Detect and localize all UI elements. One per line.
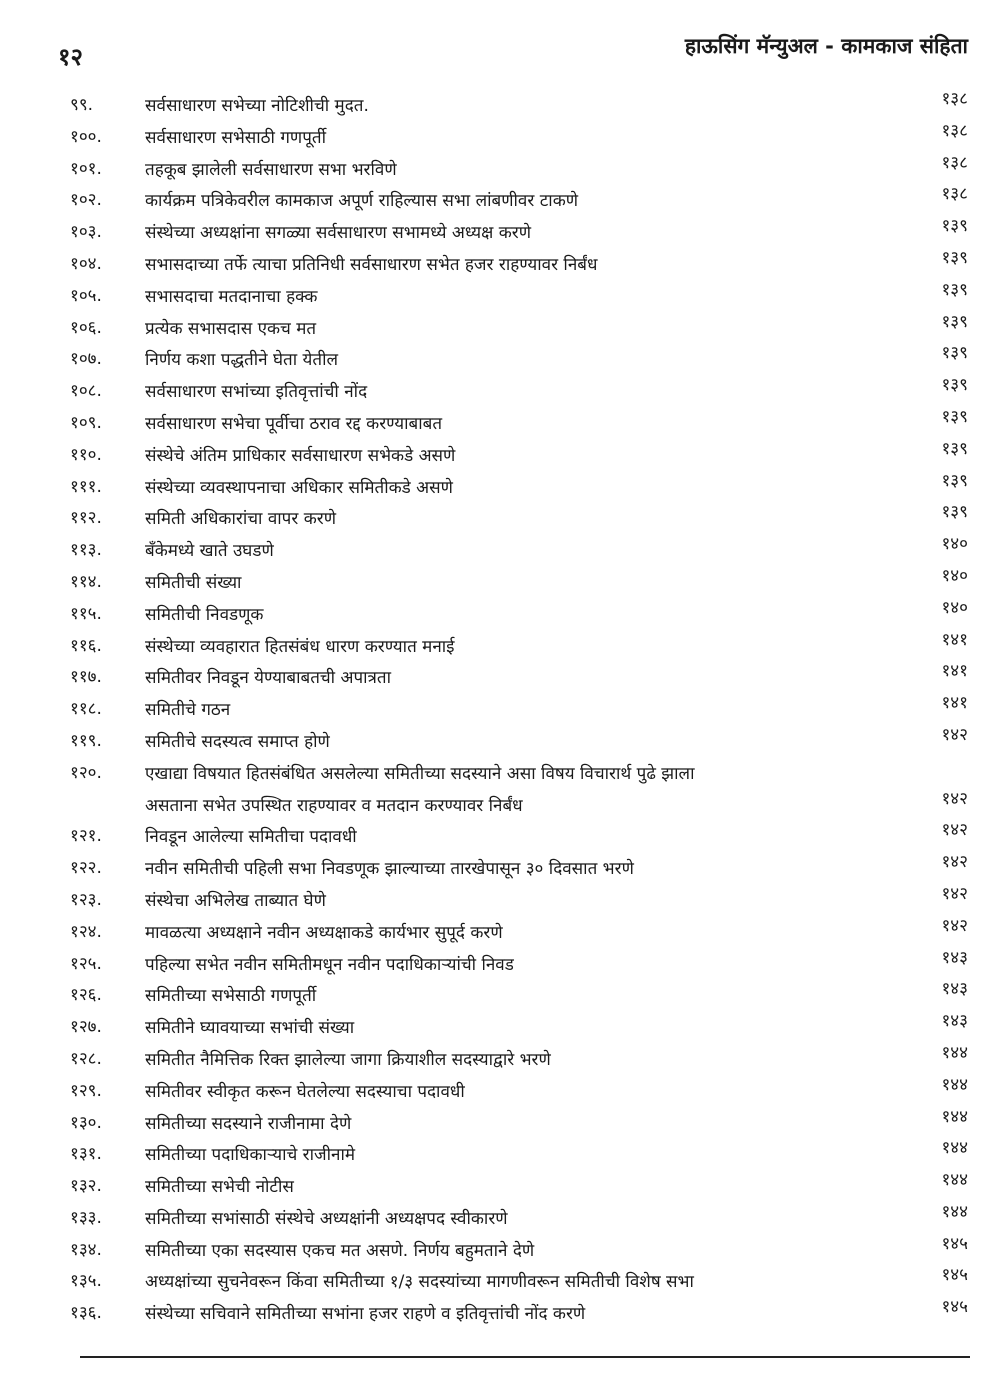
- toc-entry-page: १४०: [941, 534, 968, 555]
- toc-entry-page: १४५: [941, 1297, 968, 1318]
- toc-entry-title-line: समितीवर निवडून येण्याबाबतची अपात्रता: [145, 668, 392, 689]
- toc-entry: [0, 434, 1000, 466]
- toc-entry-title-line: समितीच्या सभेची नोटीस: [145, 1177, 294, 1198]
- toc-entry-page: १४३: [941, 979, 968, 1000]
- toc-entry-number: ९९.: [70, 95, 94, 115]
- toc-entry-title-line: सभासदाचा मतदानाचा हक्क: [145, 286, 318, 307]
- toc-entry: [0, 879, 1000, 911]
- toc-entry-number: ११९.: [70, 730, 102, 751]
- toc-entry-page: १४१: [941, 629, 968, 650]
- toc-entry-title-line: संस्थेचा अभिलेख ताब्यात घेणे: [145, 890, 326, 911]
- toc-entry-title-line: सर्वसाधारण सभेचा पूर्वीचा ठराव रद्द करण्याबाबत: [145, 413, 443, 434]
- toc-entry-page: १४२: [941, 852, 968, 873]
- toc-entry-number: १३५.: [70, 1271, 102, 1292]
- toc-entry-title-line: सर्वसाधारण सभेच्या नोटिशीची मुदत.: [145, 96, 369, 116]
- toc-entry-title-line: सभासदाच्या तर्फे त्याचा प्रतिनिधी सर्वसाधारण सभेत हजर राहण्यावर निर्बंध: [145, 254, 598, 275]
- toc-entry: [0, 211, 1000, 243]
- toc-entry: [0, 466, 1000, 498]
- toc-entry-title-line: संस्थेच्या सचिवाने समितीच्या सभांना हजर राहणे व इतिवृत्तांची नोंद करणे: [145, 1304, 586, 1325]
- toc-entry: [0, 148, 1000, 180]
- toc-entry-number: १२९.: [70, 1080, 102, 1101]
- toc-entry-page: १४५: [941, 1265, 968, 1286]
- toc-entry: [0, 815, 1000, 847]
- toc-entry-page: १३९: [941, 247, 968, 268]
- toc-entry-title-line: बँकेमध्ये खाते उघडणे: [145, 541, 274, 562]
- toc-entry: [0, 116, 1000, 148]
- toc-entry-page: १३९: [941, 502, 968, 523]
- toc-entry-number: १०७.: [70, 349, 102, 370]
- toc-entry-title-line: नवीन समितीची पहिली सभा निवडणूक झाल्याच्या तारखेपासून ३० दिवसात भरणे: [145, 859, 634, 880]
- toc-entry-title-line: निर्णय कशा पद्धतीने घेता येतील: [145, 350, 339, 371]
- toc-entry-title-line: मावळत्या अध्यक्षाने नवीन अध्यक्षाकडे कार्यभार सुपूर्द करणे: [145, 922, 503, 943]
- toc-entry: [0, 497, 1000, 529]
- toc-entry-number: १११.: [70, 476, 102, 497]
- toc-entry: [0, 847, 1000, 879]
- toc-entry: [0, 720, 1000, 752]
- toc-entry-title-line: संस्थेचे अंतिम प्राधिकार सर्वसाधारण सभेकडे असणे: [145, 445, 456, 466]
- toc-entry-number: १२२.: [70, 858, 102, 879]
- toc-entry: [0, 752, 1000, 816]
- toc-entry-title: [145, 1298, 905, 1330]
- toc-entry-title-line: समितीने घ्यावयाच्या सभांची संख्या: [145, 1018, 355, 1039]
- toc-entry-number: ११५.: [70, 603, 102, 624]
- toc-entry-number: १०५.: [70, 285, 102, 306]
- toc-entry: [0, 1165, 1000, 1197]
- toc-entry: [0, 974, 1000, 1006]
- toc-entry-page: १४४: [941, 1074, 968, 1095]
- toc-entry: [0, 84, 1000, 116]
- toc-entry: [0, 1292, 1000, 1324]
- toc-entry-page: १३९: [941, 438, 968, 459]
- toc-entry: [0, 1006, 1000, 1038]
- toc-entry-title-line: पहिल्या सभेत नवीन समितीमधून नवीन पदाधिकाऱ्यांची निवड: [145, 954, 514, 975]
- toc-entry-page: १३८: [941, 89, 968, 109]
- toc-entry-title-line: कार्यक्रम पत्रिकेवरील कामकाज अपूर्ण राहिल्यास सभा लांबणीवर टाकणे: [145, 191, 579, 212]
- toc-entry-title-line: समितीवर स्वीकृत करून घेतलेल्या सदस्याचा पदावधी: [145, 1081, 465, 1102]
- toc-entry-number: १३१.: [70, 1144, 102, 1165]
- toc-entry: [0, 1229, 1000, 1261]
- toc-entry-page: १३९: [941, 375, 968, 396]
- toc-entry-title-line: सर्वसाधारण सभांच्या इतिवृत्तांची नोंद: [145, 382, 368, 403]
- toc-entry: [0, 243, 1000, 275]
- toc-entry-page: १४४: [941, 1106, 968, 1127]
- toc-entry-title-line: समितीच्या एका सदस्यास एकच मत असणे. निर्णय बहुमताने देणे: [145, 1240, 535, 1261]
- toc-entry-page: १३९: [941, 343, 968, 364]
- toc-entry-number: १२३.: [70, 889, 102, 910]
- toc-entry-number: १३०.: [70, 1112, 102, 1133]
- toc-entry-page: १३८: [941, 152, 968, 173]
- toc-entry: [0, 911, 1000, 943]
- toc-entry-title-line: समितीचे गठन: [145, 700, 231, 721]
- toc-entry: [0, 943, 1000, 975]
- toc-entry-page: १४२: [941, 788, 968, 809]
- toc-entry-page: १४१: [941, 661, 968, 682]
- page-number: १२: [58, 43, 83, 71]
- toc-entry-title-line: सर्वसाधारण सभेसाठी गणपूर्ती: [145, 127, 326, 148]
- table-of-contents: [0, 84, 1000, 1324]
- toc-entry-number: १२१.: [70, 826, 102, 847]
- toc-entry-page: १४०: [941, 565, 968, 586]
- toc-entry: [0, 593, 1000, 625]
- toc-entry-number: १२०.: [70, 762, 102, 783]
- toc-entry-number: १२७.: [70, 1017, 102, 1038]
- toc-entry-page: १४२: [941, 724, 968, 745]
- toc-entry-title-line: निवडून आलेल्या समितीचा पदावधी: [145, 827, 357, 848]
- toc-entry-title-line: प्रत्येक सभासदास एकच मत: [145, 318, 317, 339]
- toc-entry-number: १३६.: [70, 1303, 102, 1324]
- toc-entry-page: १३९: [941, 216, 968, 237]
- toc-entry-number: १०१.: [70, 158, 102, 179]
- toc-entry-title-line: समितीची निवडणूक: [145, 604, 264, 625]
- toc-entry-page: १४२: [941, 820, 968, 841]
- toc-entry-number: १२४.: [70, 921, 102, 942]
- toc-entry-page: १४२: [941, 915, 968, 936]
- toc-entry-title-line: अध्यक्षांच्या सुचनेवरून किंवा समितीच्या १/३ सदस्यांच्या मागणीवरून समितीची विशेष सभा: [145, 1272, 694, 1293]
- toc-entry-page: १४३: [941, 947, 968, 968]
- toc-entry-number: १०३.: [70, 222, 102, 243]
- toc-entry-number: १०४.: [70, 253, 102, 274]
- toc-entry-number: ११८.: [70, 699, 102, 720]
- toc-entry-number: ११६.: [70, 635, 102, 656]
- toc-entry: [0, 402, 1000, 434]
- toc-entry: [0, 1102, 1000, 1134]
- toc-entry-number: १३२.: [70, 1176, 102, 1197]
- toc-entry-title-line: संस्थेच्या अध्यक्षांना सगळ्या सर्वसाधारण सभामध्ये अध्यक्ष करणे: [145, 223, 532, 244]
- toc-entry-number: ११०.: [70, 444, 102, 465]
- toc-entry: [0, 1133, 1000, 1165]
- toc-entry-title-line: असताना सभेत उपस्थित राहण्यावर व मतदान करण्यावर निर्बंध: [145, 795, 523, 816]
- toc-entry-page: १३८: [941, 184, 968, 205]
- toc-entry-title-line: संस्थेच्या व्यवस्थापनाचा अधिकार समितीकडे असणे: [145, 477, 453, 498]
- toc-entry-title-line: संस्थेच्या व्यवहारात हितसंबंध धारण करण्यात मनाई: [145, 636, 455, 657]
- toc-entry-title-line: समितीच्या सभांसाठी संस्थेचे अध्यक्षांनी अध्यक्षपद स्वीकारणे: [145, 1208, 508, 1229]
- toc-entry: [0, 1038, 1000, 1070]
- toc-entry: [0, 561, 1000, 593]
- toc-entry-page: १४४: [941, 1170, 968, 1191]
- toc-entry-page: १३९: [941, 406, 968, 427]
- toc-entry-title-line: समितीची संख्या: [145, 572, 242, 593]
- toc-entry-page: १४४: [941, 1201, 968, 1222]
- toc-entry-number: १००.: [70, 126, 102, 147]
- toc-entry-title-line: समितीच्या पदाधिकाऱ्याचे राजीनामे: [145, 1145, 356, 1166]
- toc-entry-page: १४०: [941, 597, 968, 618]
- toc-entry: [0, 179, 1000, 211]
- toc-entry-page: १४२: [941, 883, 968, 904]
- toc-entry-number: १०८.: [70, 381, 102, 402]
- toc-entry: [0, 338, 1000, 370]
- toc-entry: [0, 529, 1000, 561]
- toc-entry-number: १०२.: [70, 190, 102, 211]
- toc-entry-number: ११४.: [70, 571, 102, 592]
- footer-rule: [80, 1356, 970, 1358]
- toc-entry-number: १०६.: [70, 317, 102, 338]
- toc-entry-page: १३८: [941, 120, 968, 141]
- toc-entry: [0, 307, 1000, 339]
- toc-entry-title-line: तहकूब झालेली सर्वसाधारण सभा भरविणे: [145, 159, 397, 180]
- running-title: हाऊसिंग मॅन्युअल - कामकाज संहिता: [684, 34, 968, 58]
- toc-entry-number: ११२.: [70, 508, 102, 529]
- toc-entry: [0, 688, 1000, 720]
- toc-entry-title-line: समितीचे सदस्यत्व समाप्त होणे: [145, 731, 330, 752]
- toc-entry-page: १४५: [941, 1233, 968, 1254]
- toc-entry: [0, 370, 1000, 402]
- toc-entry-number: १०९.: [70, 412, 102, 433]
- toc-entry-title-line: एखाद्या विषयात हितसंबंधित असलेल्या समितीच्या सदस्याने असा विषय विचारार्थ पुढे झाला: [145, 763, 695, 784]
- toc-entry-page: १४१: [941, 693, 968, 714]
- toc-entry-number: १३४.: [70, 1239, 102, 1260]
- toc-entry: [0, 625, 1000, 657]
- toc-entry-page: १३९: [941, 311, 968, 332]
- toc-entry: [0, 1070, 1000, 1102]
- toc-entry-number: ११७.: [70, 667, 102, 688]
- toc-entry-title-line: समिती अधिकारांचा वापर करणे: [145, 509, 336, 530]
- toc-entry-page: १३९: [941, 470, 968, 491]
- toc-entry: [0, 1197, 1000, 1229]
- toc-entry-page: १४४: [941, 1042, 968, 1063]
- toc-entry-title-line: समितीच्या सभेसाठी गणपूर्ती: [145, 986, 317, 1007]
- toc-entry: [0, 656, 1000, 688]
- toc-entry-number: १२६.: [70, 985, 102, 1006]
- toc-entry-number: ११३.: [70, 540, 102, 561]
- toc-entry-title-line: समितीच्या सदस्याने राजीनामा देणे: [145, 1113, 352, 1134]
- toc-entry-title-line: समितीत नैमित्तिक रिक्त झालेल्या जागा क्रियाशील सदस्याद्वारे भरणे: [145, 1049, 551, 1070]
- toc-entry-title: [145, 758, 905, 822]
- toc-entry-number: १३३.: [70, 1207, 102, 1228]
- toc-entry: [0, 1260, 1000, 1292]
- toc-entry-number: १२८.: [70, 1048, 102, 1069]
- toc-entry-page: १३९: [941, 279, 968, 300]
- toc-entry-page: १४३: [941, 1011, 968, 1032]
- toc-entry: [0, 275, 1000, 307]
- toc-entry-page: १४४: [941, 1138, 968, 1159]
- toc-entry-number: १२५.: [70, 953, 102, 974]
